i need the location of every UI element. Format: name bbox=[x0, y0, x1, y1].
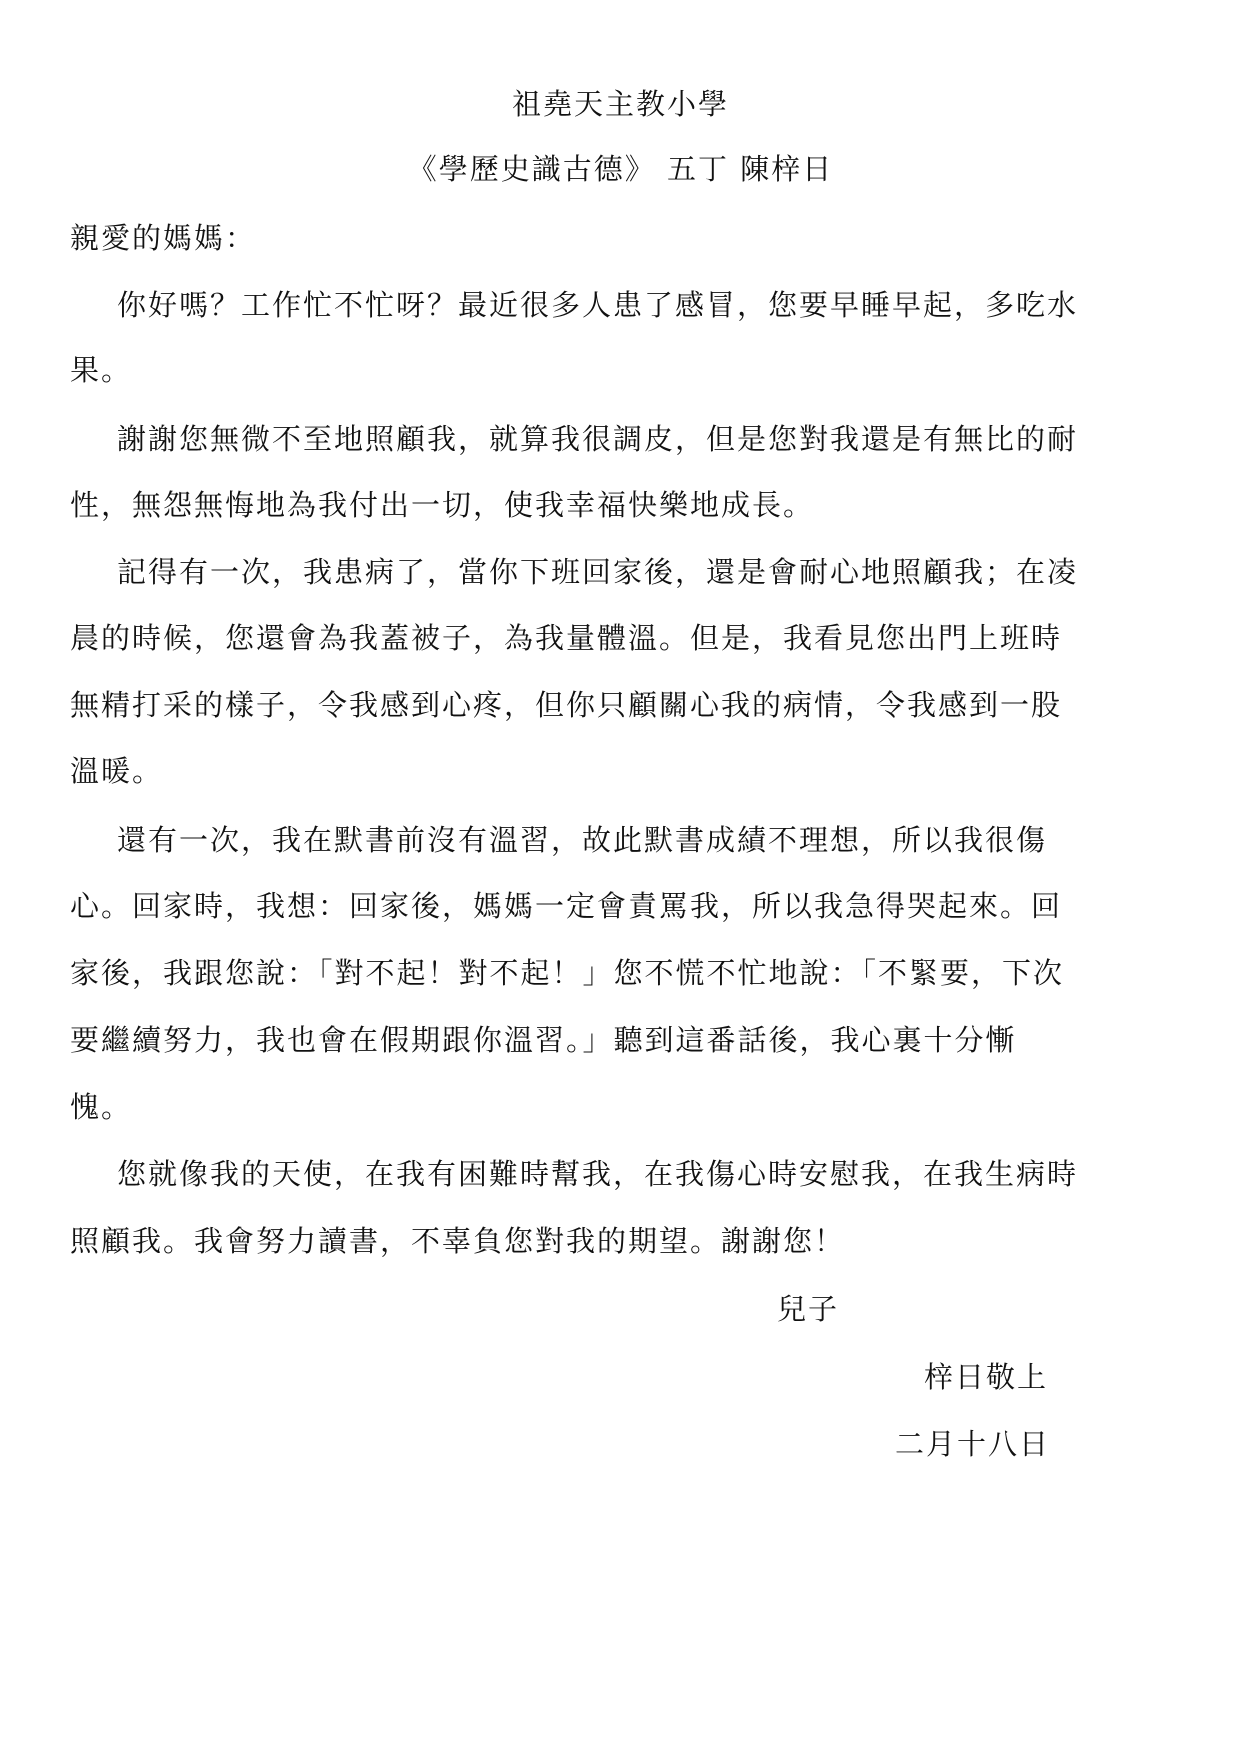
body-line: 心。回家時，我想：回家後，媽媽一定會責罵我，所以我急得哭起來。回 bbox=[70, 889, 1063, 923]
document-title: 《學歷史識古德》 五丁 陳梓日 bbox=[407, 152, 834, 186]
school-name: 祖堯天主教小學 bbox=[511, 87, 729, 121]
body-line: 你好嗎？工作忙不忙呀？最近很多人患了感冒，您要早睡早起，多吃水 bbox=[117, 288, 1079, 322]
body-line: 家後，我跟您說：「對不起！對不起！」您不慌不忙地說：「不緊要，下次 bbox=[70, 956, 1065, 990]
body-line: 無精打采的樣子，令我感到心疼，但你只顧關心我的病情，令我感到一股 bbox=[70, 688, 1063, 722]
body-line: 愧。 bbox=[70, 1090, 133, 1124]
body-line: 果。 bbox=[70, 353, 133, 387]
body-line: 性，無怨無悔地為我付出一切，使我幸福快樂地成長。 bbox=[70, 488, 815, 522]
body-line: 溫暖。 bbox=[70, 754, 164, 788]
body-line: 晨的時候，您還會為我蓋被子，為我量體溫。但是，我看見您出門上班時 bbox=[70, 621, 1063, 655]
body-line: 要繼續努力，我也會在假期跟你溫習。」聽到這番話後，我心裏十分慚 bbox=[70, 1023, 1017, 1057]
body-line: 記得有一次，我患病了，當你下班回家後，還是會耐心地照顧我；在凌 bbox=[117, 555, 1079, 589]
signature: 梓日敬上 bbox=[924, 1360, 1049, 1394]
body-line: 照顧我。我會努力讀書，不辜負您對我的期望。謝謝您！ bbox=[70, 1224, 846, 1258]
body-line: 謝謝您無微不至地照顧我，就算我很調皮，但是您對我還是有無比的耐 bbox=[117, 422, 1079, 456]
salutation: 親愛的媽媽： bbox=[70, 221, 257, 255]
body-line: 您就像我的天使，在我有困難時幫我，在我傷心時安慰我，在我生病時 bbox=[117, 1157, 1079, 1191]
letter-date: 二月十八日 bbox=[895, 1427, 1051, 1461]
closing-relation: 兒子 bbox=[777, 1292, 840, 1326]
body-line: 還有一次，我在默書前沒有溫習，故此默書成績不理想，所以我很傷 bbox=[117, 823, 1048, 857]
